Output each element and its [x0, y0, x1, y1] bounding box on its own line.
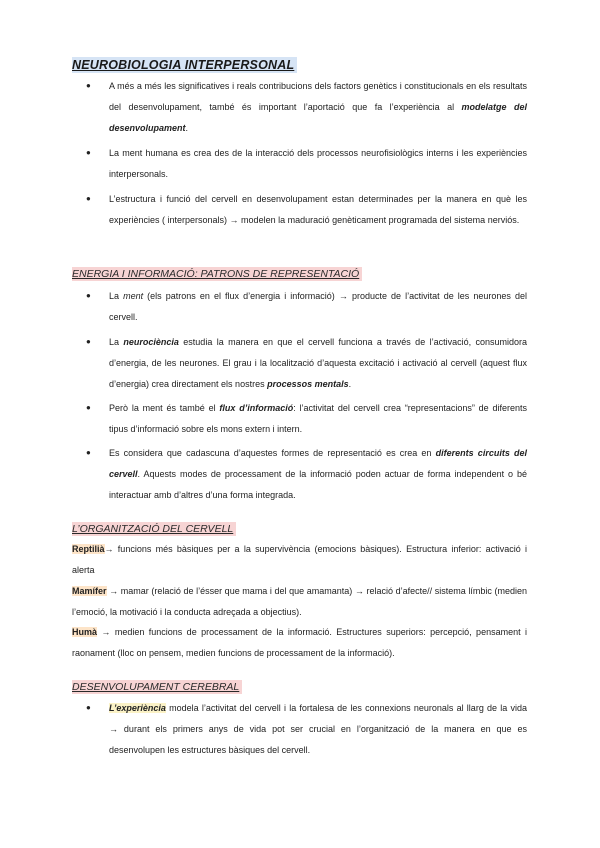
- paragraph-reptilia: Reptilià→ funcions més bàsiques per a la supervivència (emocions bàsiques). Estructura inferior: activació i alerta: [72, 544, 527, 575]
- page-title: NEUROBIOLOGIA INTERPERSONAL: [72, 57, 297, 73]
- bullet-icon: ●: [86, 81, 91, 90]
- section2-list-4: [86, 443, 527, 505]
- list-item: ● L’experiència modela l’activitat del cervell i la fortalesa de les connexions neuronals al llarg de la vida → durant els primers anys de vida pot ser crucial en l’organització de la manera en que es desenvolupen les estructures bàsiques del cervell.: [86, 698, 527, 760]
- list-item: ● La ment (els patrons en el flux d’energia i informació) → producte de l’activitat de les neurones del cervell.: [86, 286, 527, 328]
- section1-list-2: [86, 143, 527, 185]
- section2-list: [86, 286, 527, 328]
- bullet-icon: ●: [86, 337, 91, 346]
- section4-list: [86, 698, 527, 760]
- bullet-icon: ●: [86, 291, 91, 300]
- section2-list-3: [86, 398, 527, 440]
- section-heading-energia: ENERGIA I INFORMACIÓ: PATRONS DE REPRESENTACIÓ: [72, 267, 362, 281]
- list-item: ● L’estructura i funció del cervell en desenvolupament estan determinades per la manera en què les experiències ( interpersonals) → modelen la maduració genèticament programada del sistema nerviós.: [86, 189, 527, 231]
- bullet-icon: ●: [86, 703, 91, 712]
- paragraph-mamifer: Mamífer → mamar (relació de l’ésser que mama i del que amamanta) → relació d’afecte// sistema límbic (medien l’emoció, la motivació i la conducta adreçada a objectius).: [72, 586, 527, 617]
- section-heading-organitzacio: L’ORGANITZACIÓ DEL CERVELL: [72, 522, 236, 536]
- list-item: ● Però la ment és també el flux d’informació: l’activitat del cervell crea “representacions” de diferents tipus d’informació sobre els mons extern i intern.: [86, 398, 527, 440]
- bullet-icon: ●: [86, 403, 91, 412]
- list-item: ● La ment humana es crea des de la interacció dels processos neurofisiològics interns i les experiències interpersonals.: [86, 143, 527, 185]
- bullet-icon: ●: [86, 448, 91, 457]
- list-item: ● A més a més les significatives i reals contribucions dels factors genètics i constitucionals en els resultats del desenvolupament, també és important l’aportació que fa l’experiència al modelatge del desenvolupament.: [86, 76, 527, 138]
- section2-list-2: [86, 332, 527, 394]
- section1-list: [86, 76, 527, 138]
- list-item: ● Es considera que cadascuna d’aquestes formes de representació es crea en diferents circuits del cervell. Aquests modes de processament de la informació poden actuar de forma independent o bé interactuar amb d’altres d’una forma integrada.: [86, 443, 527, 505]
- paragraph-huma: Humà → medien funcions de processament de la informació. Estructures superiors: percepció, pensament i raonament (lloc on pensem, medien funcions de processament de la informació).: [72, 627, 527, 658]
- section1-list-3: [86, 189, 527, 231]
- section-heading-desenvolupament: DESENVOLUPAMENT CEREBRAL: [72, 680, 242, 694]
- bullet-icon: ●: [86, 194, 91, 203]
- bullet-icon: ●: [86, 148, 91, 157]
- list-item: ● La neurociència estudia la manera en que el cervell funciona a través de l’activació, consumidora d’energia, de les neurones. El grau i la localització d’aquesta excitació i activació al cervell (aquest flux d’energia) crea directament els nostres processos mentals.: [86, 332, 527, 394]
